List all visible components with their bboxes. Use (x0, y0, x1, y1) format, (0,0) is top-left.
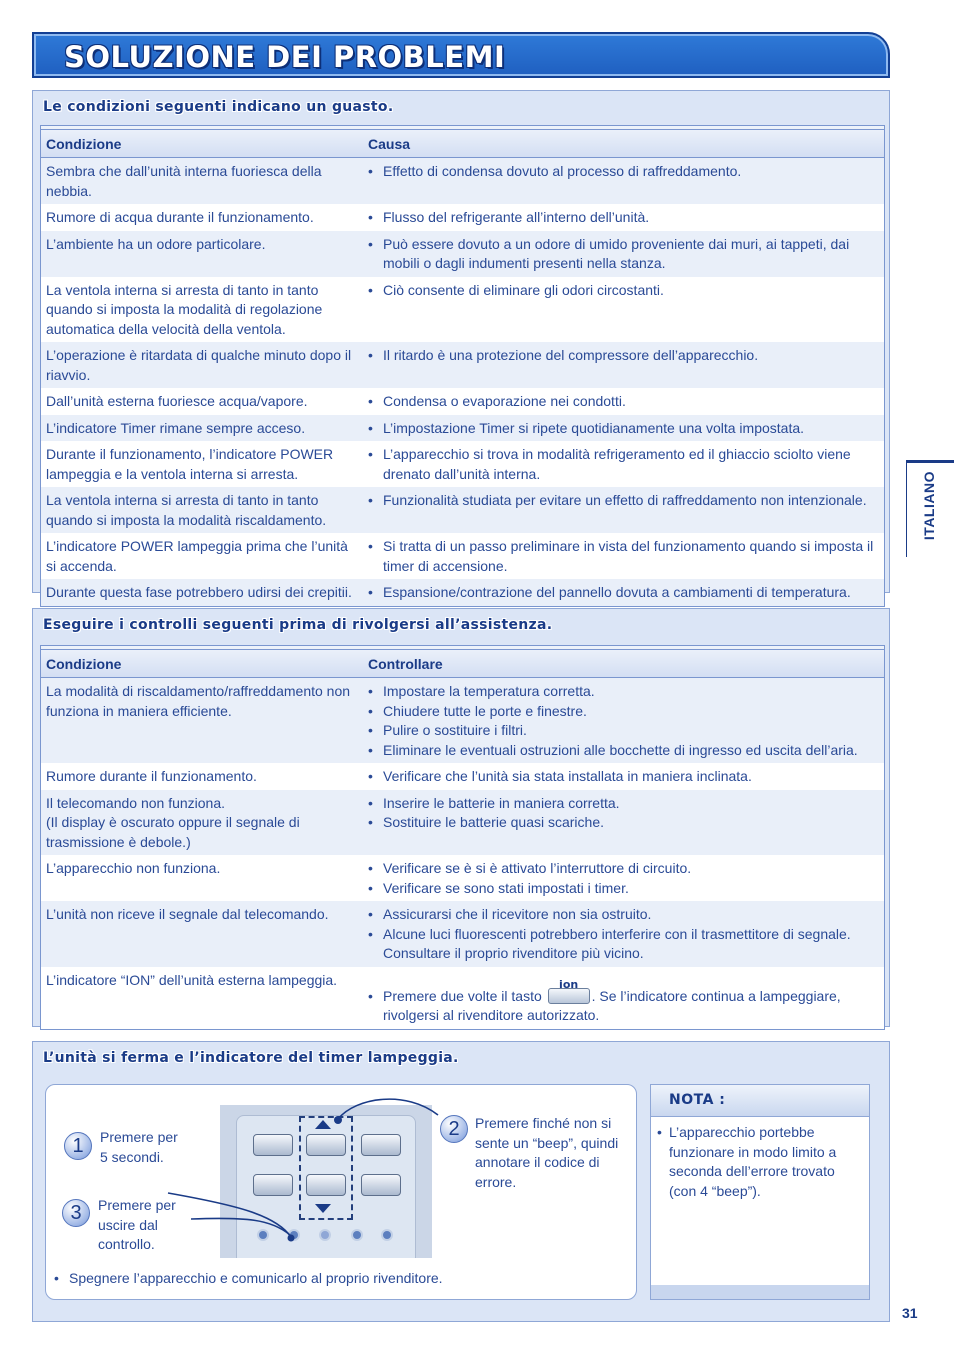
leader-dot (334, 1116, 342, 1124)
cause-cell (363, 441, 884, 487)
list-item-text: Chiudere tutte le porte e finestre. (383, 702, 587, 719)
cause-cell (363, 901, 884, 967)
condition-cell: L’indicatore POWER lampeggia prima che l’unità si accenda. (46, 538, 348, 574)
list-item-text: Pulire o sostituire i filtri. (383, 722, 527, 738)
step-3-text: Premere per uscire dal controllo. (98, 1197, 176, 1252)
condition-cell: La ventola interna si arresta di tanto in tanto quando si imposta la modalità di regolazione automatica della velocità della ventola. (46, 281, 323, 337)
col-condition-header: Condizione (46, 136, 122, 152)
language-tab-label: ITALIANO (921, 471, 937, 541)
bullet: • (368, 987, 373, 1004)
cause-cell (363, 231, 884, 277)
bullet: • (368, 163, 373, 179)
step-1-text: Premere per 5 secondi. (100, 1129, 178, 1165)
condition-cell: L’operazione è ritardata di qualche minuto dopo il riavvio. (46, 347, 352, 383)
step-3-number: 3 (62, 1199, 90, 1227)
table-row (41, 277, 884, 343)
cause-cell (363, 678, 884, 763)
condition-cell: L’unità non riceve il segnale dal telecomando. (46, 906, 329, 922)
list-item-text: Flusso del refrigerante all’interno dell’unità. (383, 209, 650, 225)
list-item (368, 208, 880, 228)
bullet: • (368, 347, 373, 363)
cause-cell (363, 277, 884, 343)
list-item (368, 162, 880, 182)
section1-heading: Le condizioni seguenti indicano un guasto. (43, 99, 394, 115)
list-item-text: L’impostazione Timer si ripete quotidianamente una volta impostata. (383, 419, 805, 436)
table-row (41, 342, 884, 388)
condition-cell: L’ambiente ha un odore particolare. (46, 235, 266, 252)
list-item (368, 925, 880, 964)
bullet: • (368, 814, 373, 830)
checks-table-header (41, 646, 884, 678)
condition-cell: La ventola interna si arresta di tanto in tanto quando si imposta la modalità riscaldamento. (46, 492, 327, 528)
list-item (368, 813, 880, 833)
condition-cell: L’indicatore Timer rimane sempre acceso. (46, 419, 306, 436)
bullet: • (368, 492, 373, 508)
condition-cell: L’indicatore “ION” dell’unità esterna lampeggia. (46, 971, 338, 988)
table-row (41, 901, 884, 967)
list-item (368, 767, 880, 787)
list-item-text: Verificare che l’unità sia stata installata in maniera inclinata. (383, 768, 752, 784)
list-item (368, 537, 880, 576)
bullet: • (368, 281, 373, 298)
list-item-text: Verificare se sono stati impostati i timer. (383, 879, 629, 896)
table-row (41, 790, 884, 856)
bullet: • (368, 879, 373, 896)
leader-dot (288, 1235, 295, 1242)
list-item (368, 682, 880, 702)
bullet: • (368, 419, 373, 436)
col-cause-header: Causa (368, 136, 411, 152)
table-row (41, 678, 884, 763)
list-item (368, 445, 880, 484)
list-item-text: Alcune luci fluorescenti potrebbero interferire con il trasmettitore di segnale. Consultare il proprio rivenditore più vicino. (383, 925, 851, 961)
fault-table-header (41, 126, 884, 158)
table-row (41, 158, 884, 204)
cause-cell (363, 158, 884, 204)
table-row (41, 204, 884, 231)
condition-cell: Durante il funzionamento, l’indicatore POWER lampeggia e la ventola interna si arresta. (46, 446, 334, 482)
list-item-text: Effetto di condensa dovuto al processo di raffreddamento. (383, 163, 742, 179)
table-row (41, 388, 884, 415)
list-item-text: Verificare se è si è attivato l’interruttore di circuito. (383, 860, 692, 876)
section3-heading: L’unità si ferma e l’indicatore del timer lampeggia. (43, 1050, 459, 1066)
note-body (651, 1117, 869, 1201)
cause-cell (363, 579, 884, 606)
table-row (41, 855, 884, 901)
condition-cell: Rumore di acqua durante il funzionamento. (46, 209, 314, 225)
cause-cell (363, 533, 884, 579)
cause-cell (363, 342, 884, 388)
list-item-text: Eliminare le eventuali ostruzioni alle bocchette di ingresso ed uscita dell’aria. (383, 741, 858, 758)
table-row (41, 763, 884, 790)
procedure-footer (54, 1270, 443, 1286)
fault-table (40, 125, 885, 607)
bullet: • (368, 235, 373, 252)
list-item-text: Assicurarsi che il ricevitore non sia ostruito. (383, 906, 652, 922)
table-row (41, 415, 884, 442)
list-item-text: Il ritardo è una protezione del compressore dell’apparecchio. (383, 347, 759, 363)
list-item-text: Sostituire le batterie quasi scariche. (383, 814, 604, 830)
title-banner (32, 32, 890, 78)
step-2-number: 2 (440, 1115, 468, 1143)
list-item-text: L’apparecchio si trova in modalità refrigeramento ed il ghiaccio sciolto viene drenato dall’unità interna. (383, 446, 851, 482)
fault-table-body (41, 158, 884, 606)
bullet: • (368, 741, 373, 758)
table-row (41, 579, 884, 606)
list-item (368, 879, 880, 899)
condition-cell: Sembra che dall’unità interna fuoriesca della nebbia. (46, 163, 322, 199)
col-condition-header: Condizione (46, 656, 122, 672)
step-1-number: 1 (64, 1132, 92, 1160)
note-footer-strip (651, 1285, 869, 1299)
check-cell (363, 967, 884, 1029)
list-item (368, 491, 880, 511)
cause-cell (363, 790, 884, 856)
bullet: • (368, 722, 373, 738)
ion-instruction-after: . Se l’indicatore continua a lampeggiare, rivolgersi al rivenditore autorizzato. (383, 987, 841, 1023)
checks-table (40, 645, 885, 1030)
cause-cell (363, 415, 884, 442)
table-row (41, 487, 884, 533)
list-item-text: Ciò consente di eliminare gli odori circostanti. (383, 281, 664, 298)
bullet: • (368, 768, 373, 784)
bullet: • (368, 860, 373, 876)
cause-cell (363, 487, 884, 533)
table-row (41, 533, 884, 579)
bullet: • (657, 1124, 662, 1140)
bullet: • (368, 393, 373, 409)
note-title: NOTA : (651, 1085, 869, 1117)
condition-cell: La modalità di riscaldamento/raffreddamento non funziona in maniera efficiente. (46, 683, 351, 719)
condition-cell: Il telecomando non funziona. (Il display è oscurato oppure il segnale di trasmissione è debole.) (46, 794, 300, 850)
list-item (368, 794, 880, 814)
list-item (368, 419, 880, 439)
list-item (368, 281, 880, 301)
bullet: • (368, 584, 373, 600)
bullet: • (54, 1270, 59, 1286)
bullet: • (368, 683, 373, 699)
bullet: • (368, 446, 373, 462)
condition-cell: Durante questa fase potrebbero udirsi dei crepitii. (46, 584, 352, 600)
bullet: • (368, 925, 373, 942)
bullet: • (368, 906, 373, 922)
condition-cell: L’apparecchio non funziona. (46, 860, 221, 876)
list-item-text: Si tratta di un passo preliminare in vista del funzionamento quando si imposta il timer di accensione. (383, 538, 874, 574)
ion-button-label: ion (559, 977, 579, 991)
bullet: • (368, 702, 373, 719)
list-item-text (383, 977, 880, 1026)
page-title: SOLUZIONE DEI PROBLEMI (64, 40, 506, 74)
list-item (368, 235, 880, 274)
cause-cell (363, 855, 884, 901)
checks-table-body (41, 678, 884, 1029)
list-item-text: Funzionalità studiata per evitare un effetto di raffreddamento non intenzionale. (383, 492, 867, 508)
list-item (368, 721, 880, 741)
note-text: L’apparecchio portebbe funzionare in modo limito a seconda dell’errore trovato (con 4 “beep”). (669, 1124, 837, 1199)
list-item (368, 346, 880, 366)
language-tab (906, 460, 954, 557)
list-item (368, 977, 880, 1026)
section-checks (32, 608, 890, 1027)
section-fault-conditions (32, 90, 890, 600)
page-number: 31 (902, 1305, 918, 1321)
list-item (368, 741, 880, 761)
col-check-header: Controllare (368, 656, 443, 672)
list-item (368, 583, 880, 603)
bullet: • (368, 538, 373, 554)
procedure-box (45, 1084, 637, 1300)
table-row (41, 231, 884, 277)
leader-line-2 (338, 1099, 438, 1119)
condition-cell: Rumore durante il funzionamento. (46, 768, 257, 784)
bullet: • (368, 209, 373, 225)
table-row (41, 967, 884, 1029)
ion-instruction-before: Premere due volte il tasto (383, 987, 542, 1004)
bullet: • (368, 794, 373, 811)
note-box (650, 1084, 870, 1300)
list-item (368, 702, 880, 722)
list-item-text: Condensa o evaporazione nei condotti. (383, 393, 626, 409)
table-row (41, 441, 884, 487)
list-item-text: Impostare la temperatura corretta. (383, 683, 595, 699)
list-item (368, 905, 880, 925)
list-item-text: Espansione/contrazione del pannello dovuta a cambiamenti di temperatura. (383, 584, 851, 600)
list-item (368, 392, 880, 412)
cause-cell (363, 763, 884, 790)
step-2-text: Premere finché non si sente un “beep”, quindi annotare il codice di errore. (475, 1115, 619, 1190)
ion-button-icon (548, 977, 590, 1004)
section-timer-blink (32, 1041, 890, 1322)
list-item (368, 859, 880, 879)
condition-cell: Dall’unità esterna fuoriesce acqua/vapore. (46, 393, 308, 409)
cause-cell (363, 204, 884, 231)
procedure-footer-text: Spegnere l’apparecchio e comunicarlo al proprio rivenditore. (69, 1270, 443, 1286)
cause-cell (363, 388, 884, 415)
section2-heading: Eseguire i controlli seguenti prima di rivolgersi all’assistenza. (43, 617, 553, 633)
list-item-text: Inserire le batterie in maniera corretta. (383, 794, 620, 811)
list-item-text: Può essere dovuto a un odore di umido proveniente dai muri, ai tappeti, dai mobili o dagli indumenti presenti nella stanza. (383, 235, 850, 271)
